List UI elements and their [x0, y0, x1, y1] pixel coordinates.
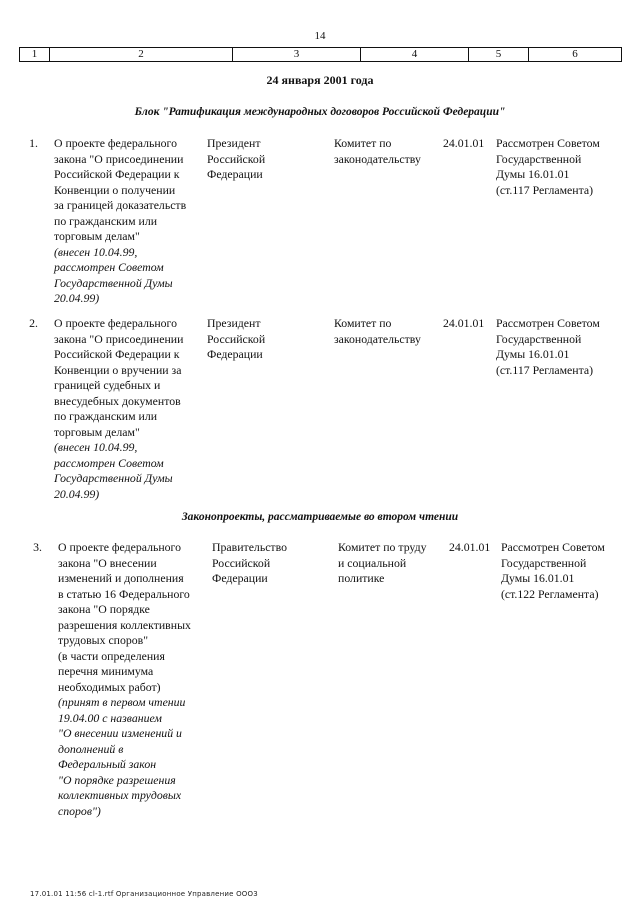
title-line: О проекте федерального — [58, 540, 181, 554]
title-line: торговым делам" — [54, 229, 140, 243]
row-committee — [334, 136, 421, 167]
initiator-line: Российской — [207, 151, 266, 166]
column-number: 2 — [50, 48, 233, 61]
row-status — [496, 136, 600, 198]
status-line: Государственной — [496, 331, 582, 346]
row-initiator — [212, 540, 287, 587]
note-line: "О внесении изменений и — [58, 726, 182, 740]
committee-line: Комитет по труду — [338, 540, 427, 554]
title-line: изменений и дополнения — [58, 571, 184, 585]
note-line: 20.04.99) — [54, 486, 100, 501]
title-line: в статью 16 Федерального — [58, 586, 190, 601]
status-line: (ст.117 Регламента) — [496, 182, 594, 197]
note-line: (внесен 10.04.99, — [54, 244, 138, 259]
note-line: "О порядке разрешения — [58, 772, 176, 787]
initiator-line: Федерации — [212, 571, 268, 585]
note-line: 19.04.00 с названием — [58, 710, 162, 725]
title-line: за границей доказательств — [54, 198, 187, 212]
status-line: Думы 16.01.01 — [496, 347, 570, 361]
note-line: споров") — [58, 803, 101, 818]
status-line: Рассмотрен Советом — [496, 316, 600, 330]
status-line: Думы 16.01.01 — [496, 167, 570, 181]
block-heading: Блок "Ратификация международных договоров Российской Федерации" — [134, 106, 506, 118]
row-title — [54, 316, 204, 502]
initiator-line: Президент — [207, 316, 261, 330]
title-line: Конвенции о вручении за — [54, 362, 182, 377]
title-line: по гражданским или — [54, 213, 158, 228]
row-status — [501, 540, 605, 602]
title-line: разрешения коллективных — [58, 617, 191, 632]
status-line: Рассмотрен Советом — [501, 540, 605, 554]
column-number-row — [19, 47, 622, 62]
row-status — [496, 316, 600, 378]
title-line: по гражданским или — [54, 409, 158, 423]
status-line: Государственной — [496, 151, 582, 166]
row-date: 24.01.01 — [443, 316, 485, 330]
row-date: 24.01.01 — [449, 540, 491, 554]
row-committee — [338, 540, 427, 587]
committee-line: законодательству — [334, 151, 421, 166]
committee-line: политике — [338, 571, 385, 585]
title-line: О проекте федерального — [54, 316, 177, 330]
title-line: Российской Федерации к — [54, 167, 180, 181]
initiator-line: Российской — [212, 555, 271, 570]
footer-text: 17.01.01 11:56 cl-1.rtf Организационное Управление ООО3 — [30, 890, 258, 898]
title-line: закона "О порядке — [58, 602, 150, 616]
initiator-line: Президент — [207, 136, 261, 150]
note-line: (внесен 10.04.99, — [54, 440, 138, 454]
initiator-line: Федерации — [207, 167, 263, 181]
row-date: 24.01.01 — [443, 136, 485, 150]
column-number: 3 — [233, 48, 361, 61]
title-line: Конвенции о получении — [54, 182, 176, 197]
status-line: Рассмотрен Советом — [496, 136, 600, 150]
status-line: Государственной — [501, 555, 587, 570]
committee-line: Комитет по — [334, 136, 392, 150]
title-line: (в части определения — [58, 648, 165, 663]
committee-line: Комитет по — [334, 316, 392, 330]
status-line: Думы 16.01.01 — [501, 571, 575, 585]
initiator-line: Российской — [207, 331, 266, 346]
title-line: перечня минимума — [58, 664, 154, 678]
title-line: внесудебных документов — [54, 393, 181, 408]
row-title — [58, 540, 210, 819]
column-number: 5 — [469, 48, 529, 61]
status-line: (ст.122 Регламента) — [501, 586, 599, 601]
row-title — [54, 136, 204, 307]
note-line: Федеральный закон — [58, 757, 157, 771]
date-heading: 24 января 2001 года — [266, 73, 374, 87]
title-line: закона "О присоединении — [54, 151, 184, 166]
title-line: границей судебных и — [54, 378, 161, 392]
committee-line: законодательству — [334, 331, 421, 346]
note-line: рассмотрен Советом — [54, 260, 164, 274]
row-number: 3. — [33, 540, 42, 554]
note-line: (принят в первом чтении — [58, 695, 186, 709]
column-number: 4 — [361, 48, 469, 61]
status-line: (ст.117 Регламента) — [496, 362, 594, 377]
title-line: необходимых работ) — [58, 679, 161, 694]
title-line: закона "О присоединении — [54, 331, 184, 346]
title-line: торговым делам" — [54, 424, 140, 439]
note-line: Государственной Думы — [54, 471, 173, 485]
section-heading: Законопроекты, рассматриваемые во втором чтении — [181, 511, 459, 523]
note-line: дополнений в — [58, 741, 124, 756]
title-line: О проекте федерального — [54, 136, 177, 150]
note-line: рассмотрен Советом — [54, 455, 164, 470]
row-number: 2. — [29, 316, 38, 330]
note-line: коллективных трудовых — [58, 788, 182, 802]
committee-line: и социальной — [338, 555, 407, 570]
note-line: Государственной Думы — [54, 275, 173, 290]
row-committee — [334, 316, 421, 347]
page-number: 14 — [314, 30, 326, 42]
row-initiator — [207, 316, 265, 363]
title-line: закона "О внесении — [58, 555, 157, 570]
column-number: 1 — [20, 48, 50, 61]
column-number: 6 — [572, 48, 578, 60]
row-initiator — [207, 136, 265, 183]
initiator-line: Федерации — [207, 347, 263, 361]
title-line: трудовых споров" — [58, 633, 149, 647]
row-number: 1. — [29, 136, 38, 150]
title-line: Российской Федерации к — [54, 347, 180, 361]
note-line: 20.04.99) — [54, 291, 100, 305]
initiator-line: Правительство — [212, 540, 287, 554]
